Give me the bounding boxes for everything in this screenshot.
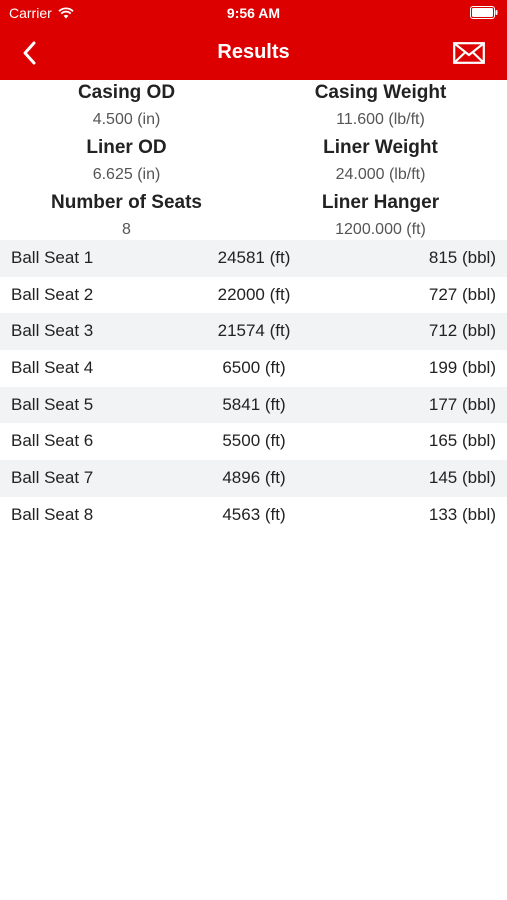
seat-name: Ball Seat 1 xyxy=(11,248,94,267)
seat-name: Ball Seat 4 xyxy=(11,358,94,378)
seat-depth: 22000 (ft) xyxy=(217,284,291,304)
seat-name: Ball Seat 5 xyxy=(11,394,94,414)
nav-bar xyxy=(0,28,507,80)
liner-weight-label: Liner Weight xyxy=(323,137,438,158)
carrier-label: Carrier xyxy=(9,5,52,21)
casing-weight-field xyxy=(254,80,507,134)
seat-volume: 199 (bbl) xyxy=(428,358,496,378)
seat-volume: 177 (bbl) xyxy=(428,394,496,414)
table-row xyxy=(0,350,507,387)
seat-volume: 815 (bbl) xyxy=(428,248,496,267)
battery-icon xyxy=(470,6,498,19)
seat-depth: 5500 (ft) xyxy=(222,431,286,451)
seat-volume: 145 (bbl) xyxy=(428,468,496,488)
seat-volume: 712 (bbl) xyxy=(428,321,496,341)
table-row xyxy=(0,460,507,497)
number-of-seats-label: Number of Seats xyxy=(51,192,202,213)
seat-volume: 133 (bbl) xyxy=(428,504,496,524)
envelope-icon xyxy=(453,42,485,64)
liner-od-value: 6.625 (in) xyxy=(92,166,161,183)
seat-name: Ball Seat 7 xyxy=(11,468,94,488)
seat-depth: 24581 (ft) xyxy=(217,248,291,267)
seat-volume: 727 (bbl) xyxy=(428,284,496,304)
table-row xyxy=(0,497,507,534)
ball-seat-table xyxy=(0,240,507,534)
casing-weight-value: 11.600 (lb/ft) xyxy=(336,111,425,128)
liner-hanger-value: 1200.000 (ft) xyxy=(335,221,426,238)
table-row xyxy=(0,423,507,460)
seat-name: Ball Seat 6 xyxy=(11,431,94,451)
table-row xyxy=(0,387,507,424)
page-title: Results xyxy=(217,41,290,63)
status-time: 9:56 AM xyxy=(226,5,281,21)
status-bar xyxy=(0,0,507,28)
liner-hanger-label: Liner Hanger xyxy=(321,192,440,213)
summary-panel xyxy=(0,80,507,240)
seat-depth: 4563 (ft) xyxy=(222,504,286,524)
seat-name: Ball Seat 2 xyxy=(11,284,94,304)
table-row xyxy=(0,240,507,277)
seat-depth: 5841 (ft) xyxy=(222,394,286,414)
seat-name: Ball Seat 3 xyxy=(11,321,94,341)
liner-weight-value: 24.000 (lb/ft) xyxy=(335,166,426,183)
liner-hanger-field xyxy=(254,190,507,244)
seat-depth: 21574 (ft) xyxy=(217,321,291,341)
casing-od-field xyxy=(0,80,253,134)
casing-od-value: 4.500 (in) xyxy=(92,111,161,128)
seat-depth: 4896 (ft) xyxy=(222,468,286,488)
liner-od-field xyxy=(0,135,253,189)
table-row xyxy=(0,313,507,350)
seat-name: Ball Seat 8 xyxy=(11,504,94,524)
table-row xyxy=(0,277,507,314)
seat-depth: 6500 (ft) xyxy=(222,358,286,378)
casing-weight-label: Casing Weight xyxy=(314,82,447,103)
liner-od-label: Liner OD xyxy=(86,137,167,158)
number-of-seats-field xyxy=(0,190,253,244)
liner-weight-field xyxy=(254,135,507,189)
seat-volume: 165 (bbl) xyxy=(428,431,496,451)
header xyxy=(0,0,507,80)
email-button[interactable] xyxy=(453,42,485,64)
number-of-seats-value: 8 xyxy=(122,221,131,238)
casing-od-label: Casing OD xyxy=(77,82,176,103)
